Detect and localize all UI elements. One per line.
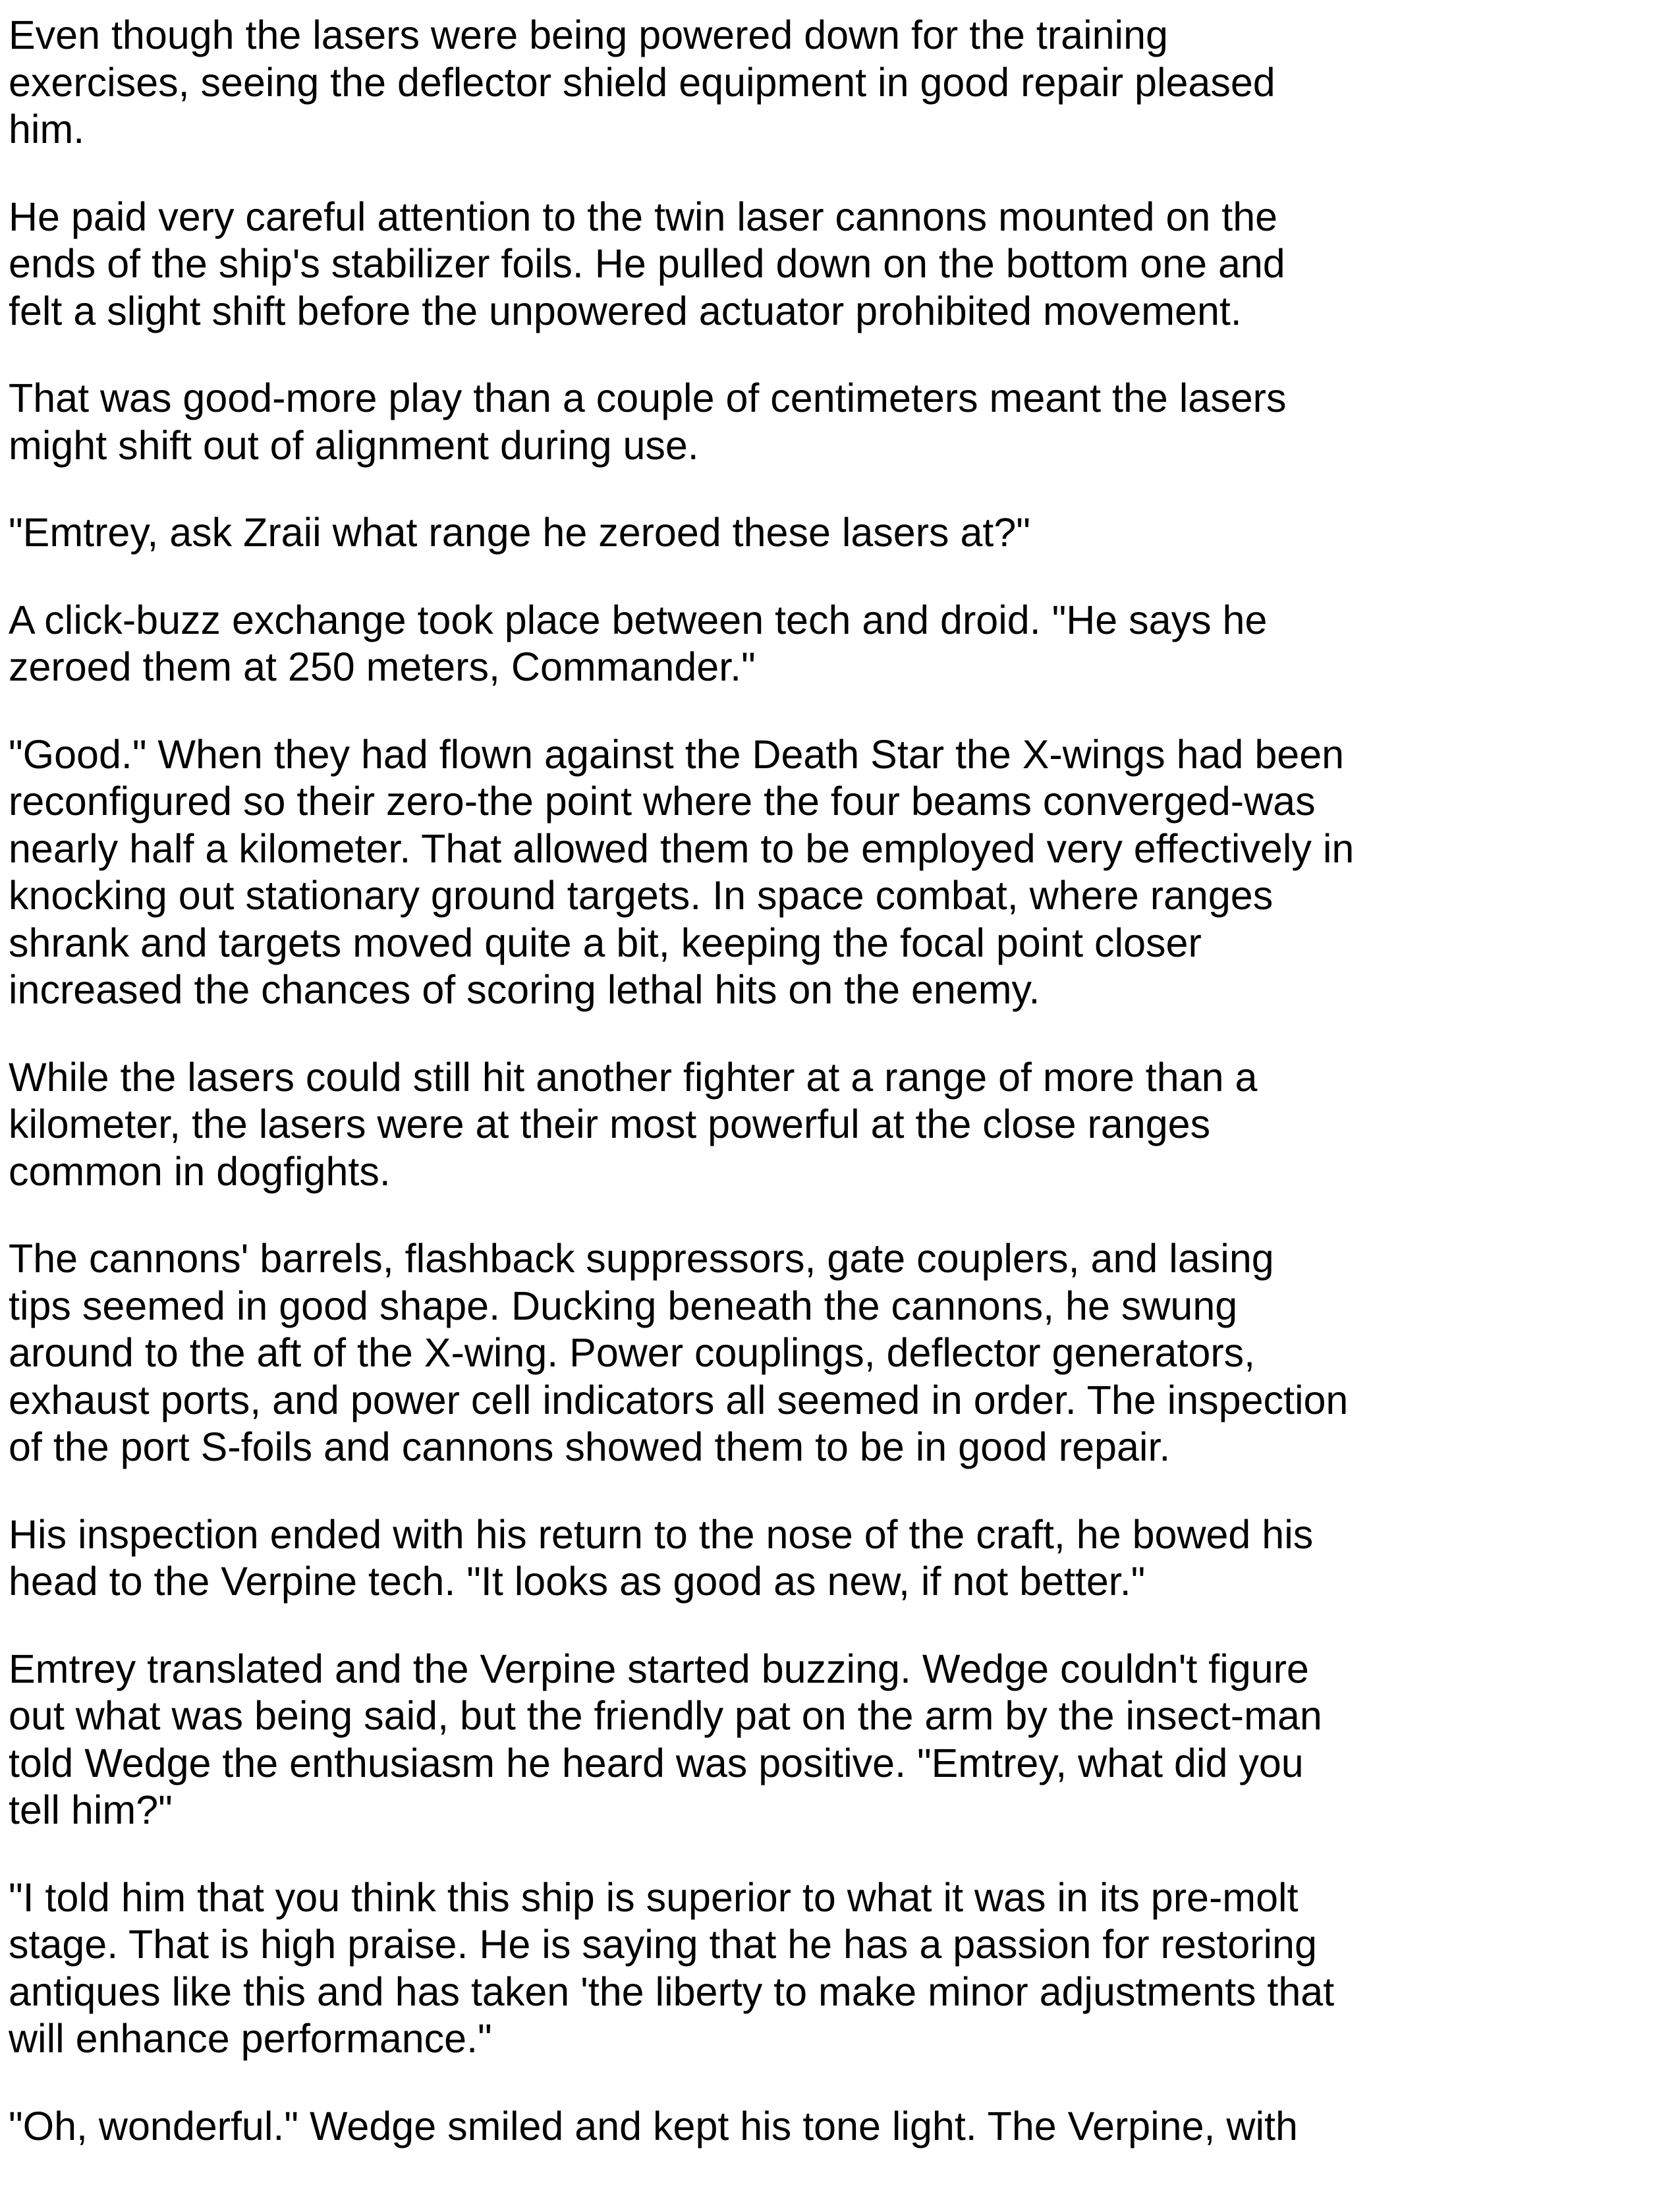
text-line: That was good-more play than a couple of centimeters meant the lasers [9, 376, 1287, 420]
text-line: antiques like this and has taken 'the liberty to make minor adjustments that [9, 1969, 1335, 2014]
text-line: told Wedge the enthusiasm he heard was positive. "Emtrey, what did you [9, 1740, 1304, 1785]
paragraph [9, 1054, 1392, 1196]
paragraph [9, 597, 1392, 691]
paragraph [9, 375, 1392, 469]
text-line: Emtrey translated and the Verpine started buzzing. Wedge couldn't figure [9, 1646, 1309, 1691]
paragraph [9, 1646, 1392, 1834]
text-line: around to the aft of the X-wing. Power couplings, deflector generators, [9, 1330, 1256, 1375]
paragraph [9, 12, 1392, 154]
paragraph [9, 509, 1392, 557]
text-line: knocking out stationary ground targets. In space combat, where ranges [9, 873, 1274, 918]
text-line: ends of the ship's stabilizer foils. He pulled down on the bottom one and [9, 241, 1285, 286]
text-line: shrank and targets moved quite a bit, keeping the focal point closer [9, 920, 1202, 965]
text-line: head to the Verpine tech. "It looks as good as new, if not better." [9, 1559, 1146, 1604]
text-line: him. [9, 107, 85, 152]
text-line: will enhance performance." [9, 2016, 492, 2061]
text-line: exhaust ports, and power cell indicators all seemed in order. The inspection [9, 1377, 1349, 1422]
text-line: might shift out of alignment during use. [9, 422, 699, 468]
paragraph [9, 1511, 1392, 1606]
text-line: tips seemed in good shape. Ducking beneath the cannons, he swung [9, 1283, 1238, 1328]
text-line: kilometer, the lasers were at their most powerful at the close ranges [9, 1102, 1211, 1146]
text-line: zeroed them at 250 meters, Commander." [9, 644, 756, 689]
text-line: exercises, seeing the deflector shield equipment in good repair pleased [9, 59, 1275, 105]
text-line: The cannons' barrels, flashback suppressors, gate couplers, and lasing [9, 1236, 1274, 1281]
text-line: increased the chances of scoring lethal hits on the enemy. [9, 967, 1040, 1012]
text-line: tell him?" [9, 1787, 173, 1832]
text-line: nearly half a kilometer. That allowed them to be employed very effectively in [9, 826, 1355, 871]
text-line: reconfigured so their zero-the point where the four beams converged-was [9, 779, 1316, 824]
paragraph [9, 1874, 1392, 2063]
paragraph [9, 194, 1392, 335]
text-line: He paid very careful attention to the twin laser cannons mounted on the [9, 194, 1278, 239]
text-line: felt a slight shift before the unpowered actuator prohibited movement. [9, 288, 1242, 333]
text-line: common in dogfights. [9, 1148, 391, 1194]
text-line: His inspection ended with his return to the nose of the craft, he bowed his [9, 1511, 1314, 1557]
paragraph [9, 2103, 1392, 2150]
text-line: While the lasers could still hit another fighter at a range of more than a [9, 1054, 1258, 1100]
text-line: Even though the lasers were being powered down for the training [9, 13, 1168, 57]
text-line: "Good." When they had flown against the Death Star the X-wings had been [9, 731, 1345, 777]
text-line: of the port S-foils and cannons showed them to be in good repair. [9, 1424, 1171, 1469]
paragraph [9, 1235, 1392, 1471]
text-line: A click-buzz exchange took place between tech and droid. "He says he [9, 597, 1268, 642]
text-line: "Emtrey, ask Zraii what range he zeroed these lasers at?" [9, 510, 1030, 555]
text-line: out what was being said, but the friendly pat on the arm by the insect-man [9, 1693, 1322, 1738]
text-line: "Oh, wonderful." Wedge smiled and kept his tone light. The Verpine, with [9, 2103, 1298, 2148]
text-line: "I told him that you think this ship is superior to what it was in its pre-molt [9, 1874, 1299, 1920]
text-line: stage. That is high praise. He is saying that he has a passion for restoring [9, 1922, 1317, 1967]
paragraph [9, 731, 1392, 1014]
body-text [9, 12, 1392, 2190]
